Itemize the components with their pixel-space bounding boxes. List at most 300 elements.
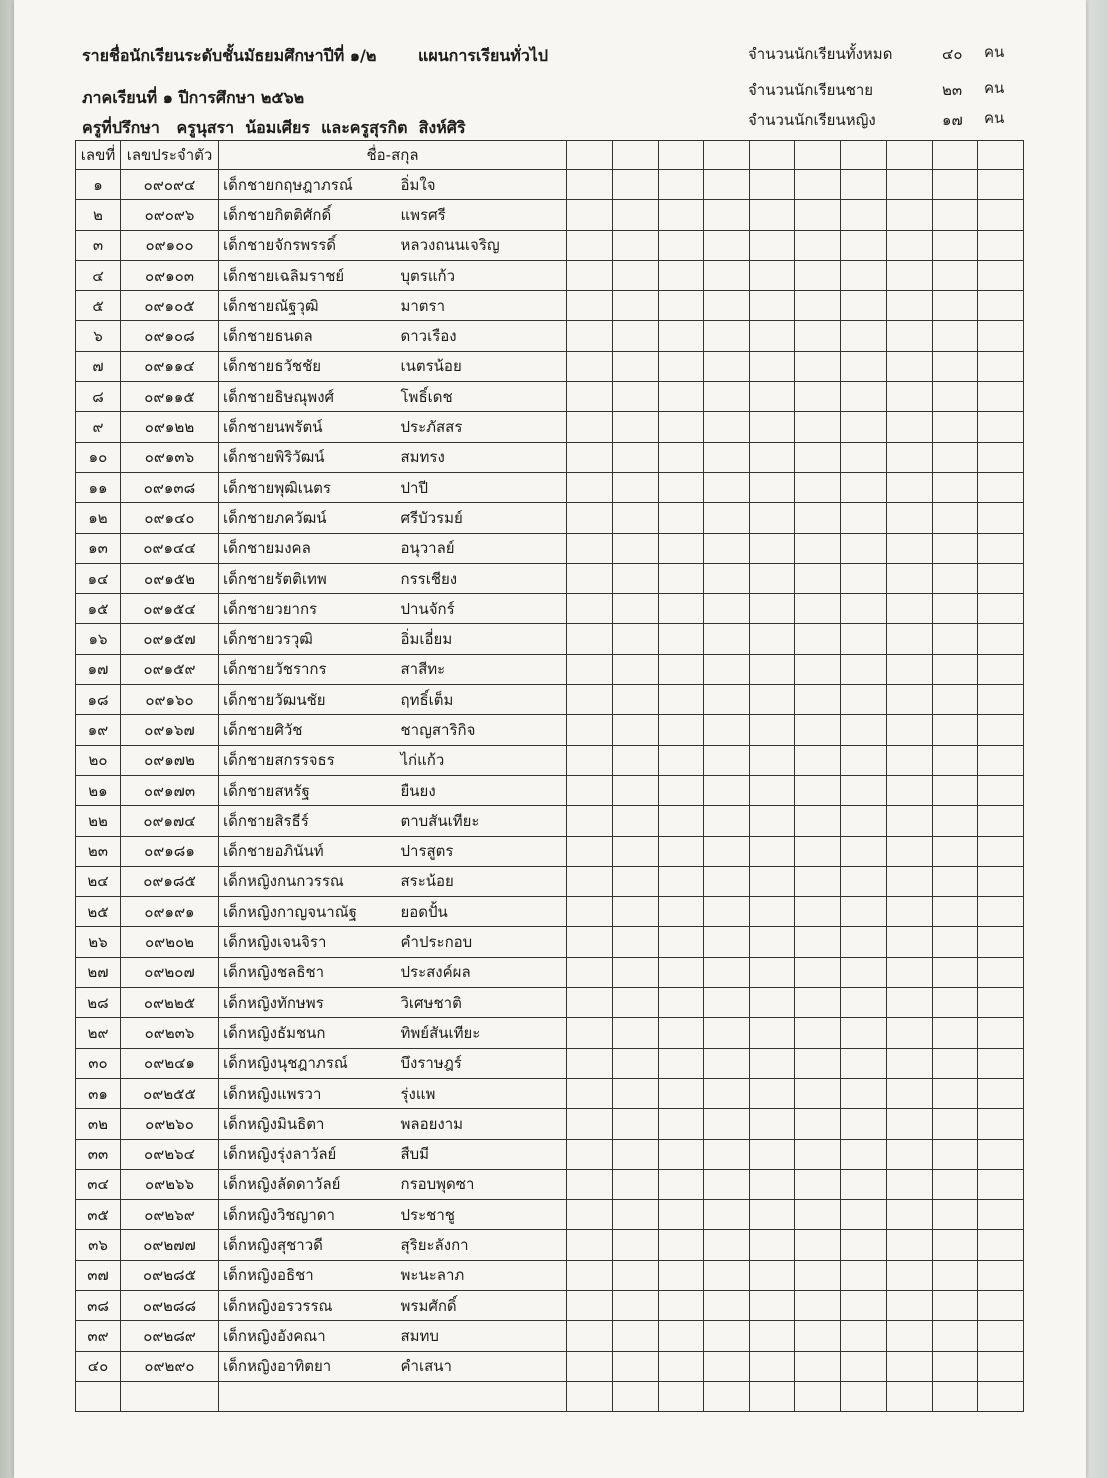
blank-cell [750,654,795,684]
blank-cell [750,442,795,472]
student-last-name: สมทรง [397,442,567,472]
table-row [76,1109,1024,1139]
blank-cell [659,1139,704,1169]
student-id: ๐๙๑๘๕ [121,866,219,896]
blank-cell [933,1290,978,1320]
blank-cell [933,1381,978,1411]
blank-cell [750,715,795,745]
blank-cell [978,1018,1024,1048]
blank-cell [659,351,704,381]
student-number: ๒๓ [76,836,121,866]
blank-cell [841,654,887,684]
student-first-name: เด็กหญิงกาญจนาณัฐ [219,897,397,927]
blank-cell [887,533,933,563]
blank-cell [567,806,613,836]
blank-cell [978,260,1024,290]
blank-cell [750,866,795,896]
table-row [76,624,1024,654]
blank-cell [795,1290,841,1320]
blank-cell [841,351,887,381]
blank-cell [567,927,613,957]
blank-cell [841,624,887,654]
blank-cell [795,351,841,381]
student-id: ๐๙๑๕๔ [121,594,219,624]
blank-cell [750,806,795,836]
blank-cell [750,1078,795,1108]
blank-cell [613,866,659,896]
blank-cell [841,563,887,593]
student-last-name: ศรีบัวรมย์ [397,503,567,533]
blank-cell [933,503,978,533]
blank-cell [613,654,659,684]
blank-cell [613,806,659,836]
student-number: ๒๐ [76,745,121,775]
table-row [76,957,1024,987]
blank-cell [704,351,750,381]
student-last-name: กรรเชียง [397,563,567,593]
table-row [76,1290,1024,1320]
blank-cell [613,382,659,412]
student-number: ๓๑ [76,1078,121,1108]
blank-cell [795,685,841,715]
blank-cell [933,1018,978,1048]
table-row [76,988,1024,1018]
blank-cell [795,563,841,593]
total-count-unit: คน [984,43,1005,61]
semester-info: ภาคเรียนที่ ๑ ปีการศึกษา ๒๕๖๒ [82,88,305,107]
student-last-name: ยอดปั้น [397,897,567,927]
student-first-name: เด็กชายจักรพรรดิ์ [219,230,397,260]
blank-cell [978,503,1024,533]
total-count-value: ๔๐ [942,45,963,63]
blank-cell [841,1139,887,1169]
student-number: ๑๒ [76,503,121,533]
blank-cell [613,1321,659,1351]
blank-cell [933,412,978,442]
blank-cell [978,836,1024,866]
blank-cell [933,897,978,927]
blank-cell [978,200,1024,230]
blank-cell [887,624,933,654]
student-first-name: เด็กชายวรวุฒิ [219,624,397,654]
student-id: ๐๙๒๘๘ [121,1290,219,1320]
blank-cell [841,1169,887,1199]
student-last-name: ทิพย์สันเทียะ [397,1018,567,1048]
blank-cell [659,412,704,442]
blank-cell [121,1381,219,1411]
student-number: ๒๗ [76,957,121,987]
blank-cell [841,1381,887,1411]
blank-cell [978,291,1024,321]
blank-cell [887,806,933,836]
blank-cell [978,472,1024,502]
blank-cell [795,382,841,412]
blank-cell [567,170,613,200]
blank-cell [841,715,887,745]
blank-cell [750,685,795,715]
blank-cell [704,321,750,351]
student-number: ๓๕ [76,1200,121,1230]
blank-cell [613,624,659,654]
table-row [76,472,1024,502]
blank-cell [841,988,887,1018]
student-first-name: เด็กหญิงชลธิชา [219,957,397,987]
student-first-name: เด็กชายกิตติศักดิ์ [219,200,397,230]
blank-cell [841,1018,887,1048]
student-first-name: เด็กหญิงมินธิตา [219,1109,397,1139]
blank-cell [933,1260,978,1290]
blank-cell [567,1381,613,1411]
student-number: ๑๗ [76,654,121,684]
student-first-name: เด็กชายกฤษฎาภรณ์ [219,170,397,200]
student-number: ๑๕ [76,594,121,624]
blank-cell [704,745,750,775]
student-id: ๐๙๐๙๔ [121,170,219,200]
table-row [76,927,1024,957]
blank-cell [841,685,887,715]
blank-cell [659,1109,704,1139]
student-id: ๐๙๑๐๓ [121,260,219,290]
blank-cell [704,230,750,260]
blank-cell [887,321,933,351]
student-last-name: ดาวเรือง [397,321,567,351]
blank-cell [567,563,613,593]
blank-cell [659,563,704,593]
male-count-unit: คน [984,79,1005,97]
blank-cell [704,654,750,684]
blank-cell [978,1260,1024,1290]
blank-cell [659,1260,704,1290]
blank-cell [704,1381,750,1411]
blank-cell [750,745,795,775]
table-row [76,745,1024,775]
blank-cell [887,503,933,533]
blank-cell [978,351,1024,381]
blank-cell [887,412,933,442]
blank-cell [933,321,978,351]
blank-cell [613,1260,659,1290]
blank-column-header [613,141,659,170]
blank-cell [933,866,978,896]
table-row [76,594,1024,624]
blank-cell [887,1078,933,1108]
student-number: ๓ [76,230,121,260]
blank-cell [659,170,704,200]
student-last-name: กรอบพุดซา [397,1169,567,1199]
blank-cell [659,1078,704,1108]
blank-cell [978,1078,1024,1108]
blank-cell [795,897,841,927]
blank-cell [933,170,978,200]
table-row [76,715,1024,745]
student-id: ๐๙๒๕๕ [121,1078,219,1108]
student-number: ๓๖ [76,1230,121,1260]
blank-cell [841,745,887,775]
blank-cell [704,1200,750,1230]
student-number: ๑ [76,170,121,200]
blank-cell [933,1078,978,1108]
table-header-row [76,141,1024,170]
blank-cell [659,1351,704,1381]
student-last-name: คำประกอบ [397,927,567,957]
table-row [76,170,1024,200]
blank-cell [750,230,795,260]
student-number: ๒๑ [76,775,121,805]
blank-cell [704,624,750,654]
blank-cell [750,412,795,442]
blank-cell [704,472,750,502]
blank-cell [795,988,841,1018]
student-id: ๐๙๒๖๐ [121,1109,219,1139]
blank-cell [795,170,841,200]
blank-cell [567,412,613,442]
table-row [76,775,1024,805]
student-number: ๔๐ [76,1351,121,1381]
student-first-name: เด็กชายวยากร [219,594,397,624]
student-last-name: คำเสนา [397,1351,567,1381]
table-row [76,685,1024,715]
blank-cell [933,1230,978,1260]
blank-cell [659,836,704,866]
student-first-name: เด็กหญิงสุชาวดี [219,1230,397,1260]
student-last-name: พลอยงาม [397,1109,567,1139]
blank-cell [613,594,659,624]
blank-cell [613,472,659,502]
blank-cell [704,594,750,624]
blank-cell [750,594,795,624]
blank-cell [659,624,704,654]
blank-column-header [933,141,978,170]
blank-cell [750,1381,795,1411]
blank-cell [750,988,795,1018]
table-row [76,1321,1024,1351]
blank-column-header [659,141,704,170]
blank-cell [933,230,978,260]
blank-cell [887,200,933,230]
blank-cell [795,715,841,745]
student-number: ๓๐ [76,1048,121,1078]
blank-cell [659,775,704,805]
blank-cell [887,382,933,412]
blank-cell [841,1230,887,1260]
student-last-name: ชาญสาริกิจ [397,715,567,745]
student-id: ๐๙๑๓๖ [121,442,219,472]
blank-cell [933,715,978,745]
blank-cell [795,1351,841,1381]
student-last-name: อนุวาลย์ [397,533,567,563]
blank-cell [978,866,1024,896]
table-row [76,1078,1024,1108]
blank-cell [841,503,887,533]
empty-row [76,1381,1024,1411]
blank-cell [795,1139,841,1169]
blank-cell [795,1321,841,1351]
blank-cell [795,624,841,654]
student-last-name: ปาปี [397,472,567,502]
blank-cell [613,170,659,200]
student-number: ๓๗ [76,1260,121,1290]
blank-cell [567,472,613,502]
blank-cell [567,988,613,1018]
table-row [76,836,1024,866]
student-last-name: หลวงถนนเจริญ [397,230,567,260]
blank-cell [887,351,933,381]
blank-cell [795,230,841,260]
student-id: ๐๙๑๐๕ [121,291,219,321]
blank-cell [750,836,795,866]
blank-cell [750,1048,795,1078]
student-id: ๐๙๒๖๔ [121,1139,219,1169]
student-last-name: สระน้อย [397,866,567,896]
blank-cell [567,715,613,745]
blank-cell [795,1078,841,1108]
blank-cell [750,321,795,351]
blank-cell [567,1169,613,1199]
student-id: ๐๙๑๕๙ [121,654,219,684]
blank-cell [933,1321,978,1351]
student-first-name: เด็กชายสหรัฐ [219,775,397,805]
blank-cell [567,594,613,624]
student-first-name: เด็กชายศิวัช [219,715,397,745]
student-last-name: ไก่แก้ว [397,745,567,775]
blank-cell [76,1381,121,1411]
student-first-name: เด็กหญิงอรวรรณ [219,1290,397,1320]
student-last-name: รุ่งแพ [397,1078,567,1108]
blank-cell [750,170,795,200]
student-number: ๒๒ [76,806,121,836]
blank-cell [841,382,887,412]
blank-cell [795,442,841,472]
student-first-name: เด็กชายสิรธีร์ [219,806,397,836]
blank-cell [933,351,978,381]
table-row [76,1351,1024,1381]
student-id: ๐๙๒๖๖ [121,1169,219,1199]
student-first-name: เด็กหญิงรุ่งลาวัลย์ [219,1139,397,1169]
blank-cell [613,715,659,745]
student-id: ๐๙๒๔๑ [121,1048,219,1078]
blank-cell [750,897,795,927]
student-id: ๐๙๒๘๙ [121,1321,219,1351]
student-number: ๒๔ [76,866,121,896]
blank-cell [933,745,978,775]
blank-cell [750,624,795,654]
blank-cell [841,412,887,442]
student-number: ๒๙ [76,1018,121,1048]
blank-cell [567,836,613,866]
student-number: ๑๖ [76,624,121,654]
student-first-name: เด็กชายธิษณุพงศ์ [219,382,397,412]
student-id: ๐๙๑๐๐ [121,230,219,260]
blank-cell [795,594,841,624]
blank-cell [978,382,1024,412]
blank-cell [567,503,613,533]
blank-cell [613,1048,659,1078]
blank-cell [567,685,613,715]
student-number: ๑๙ [76,715,121,745]
blank-cell [567,351,613,381]
blank-cell [978,533,1024,563]
blank-cell [933,1200,978,1230]
blank-cell [567,1078,613,1108]
table-row [76,533,1024,563]
blank-cell [704,1260,750,1290]
blank-cell [795,957,841,987]
blank-cell [795,1381,841,1411]
blank-cell [750,503,795,533]
blank-cell [613,836,659,866]
blank-cell [978,1139,1024,1169]
blank-cell [978,1351,1024,1381]
blank-cell [795,654,841,684]
blank-cell [613,1230,659,1260]
student-number: ๓๓ [76,1139,121,1169]
blank-cell [750,957,795,987]
blank-cell [659,382,704,412]
blank-cell [841,200,887,230]
blank-cell [887,1260,933,1290]
blank-cell [613,563,659,593]
blank-cell [613,1018,659,1048]
blank-cell [704,1139,750,1169]
student-number: ๑๑ [76,472,121,502]
blank-cell [841,927,887,957]
blank-cell [750,927,795,957]
blank-cell [887,988,933,1018]
blank-cell [750,1321,795,1351]
student-number: ๓๔ [76,1169,121,1199]
blank-cell [933,563,978,593]
blank-column-header [978,141,1024,170]
student-number: ๑๘ [76,685,121,715]
student-number: ๕ [76,291,121,321]
blank-cell [659,442,704,472]
blank-cell [887,1381,933,1411]
blank-cell [933,472,978,502]
blank-cell [933,927,978,957]
blank-cell [659,260,704,290]
blank-cell [704,897,750,927]
student-first-name: เด็กหญิงอาทิตยา [219,1351,397,1381]
blank-cell [704,775,750,805]
blank-cell [978,988,1024,1018]
student-first-name: เด็กชายวัชรากร [219,654,397,684]
female-count-label: จำนวนนักเรียนหญิง [748,111,876,129]
blank-cell [659,927,704,957]
blank-cell [750,1230,795,1260]
blank-cell [659,1230,704,1260]
blank-cell [704,1048,750,1078]
blank-cell [567,533,613,563]
blank-cell [704,715,750,745]
blank-cell [704,291,750,321]
student-number: ๑๔ [76,563,121,593]
student-last-name: โพธิ์เดช [397,382,567,412]
student-first-name: เด็กชายธวัชชัย [219,351,397,381]
blank-cell [750,1290,795,1320]
blank-cell [567,1260,613,1290]
blank-cell [887,1048,933,1078]
blank-cell [704,927,750,957]
blank-cell [567,897,613,927]
blank-cell [750,260,795,290]
blank-cell [978,170,1024,200]
blank-cell [887,1290,933,1320]
student-last-name: ตาบสันเทียะ [397,806,567,836]
blank-cell [750,472,795,502]
blank-cell [567,957,613,987]
blank-cell [978,897,1024,927]
blank-cell [613,412,659,442]
